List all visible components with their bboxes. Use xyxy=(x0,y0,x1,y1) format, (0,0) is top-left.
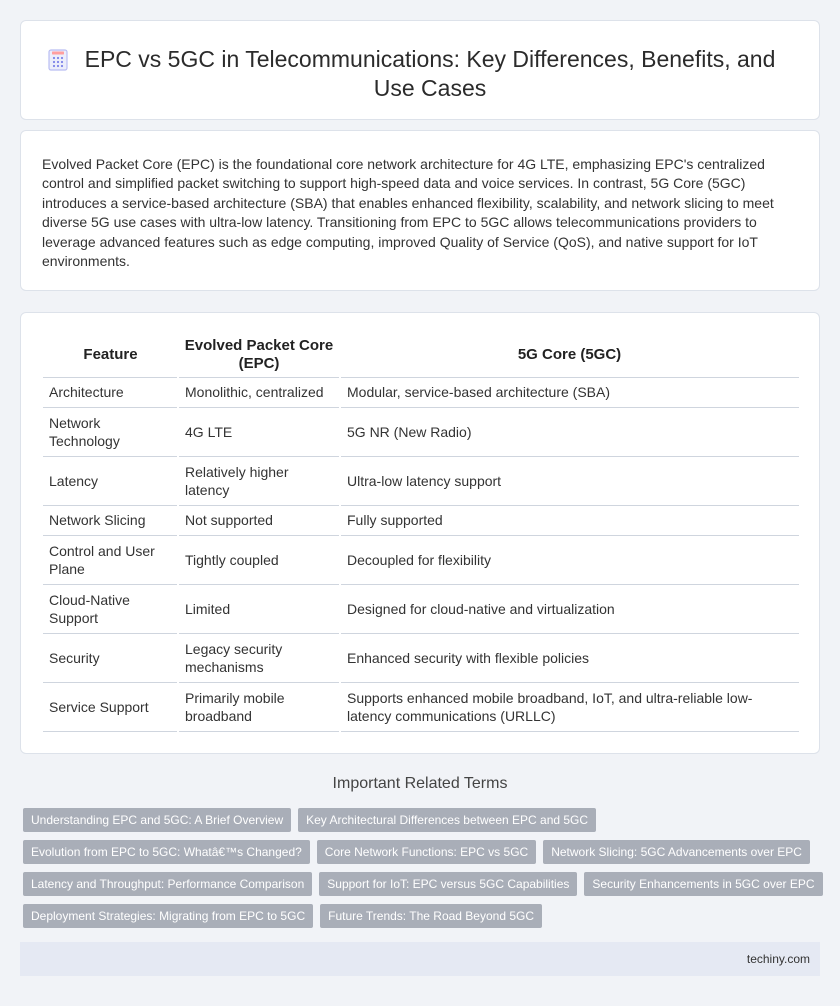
epc-cell: Not supported xyxy=(178,505,340,535)
header-feature: Feature xyxy=(43,333,178,377)
related-terms-heading: Important Related Terms xyxy=(332,775,508,792)
table-row xyxy=(43,633,799,682)
5gc-cell: Fully supported xyxy=(340,505,799,535)
feature-cell: Latency xyxy=(43,456,178,505)
epc-cell: Monolithic, centralized xyxy=(178,377,340,407)
5gc-cell: Enhanced security with flexible policies xyxy=(340,633,799,682)
table-row xyxy=(43,535,799,584)
5gc-cell: Ultra-low latency support xyxy=(340,456,799,505)
related-tags-row xyxy=(23,872,823,896)
table-row xyxy=(43,377,799,407)
related-tags-row xyxy=(23,904,542,928)
feature-cell: Architecture xyxy=(43,377,178,407)
5gc-cell: Modular, service-based architecture (SBA) xyxy=(340,377,799,407)
5gc-cell: 5G NR (New Radio) xyxy=(340,407,799,456)
feature-cell: Security xyxy=(43,633,178,682)
comparison-table-card xyxy=(20,312,820,754)
feature-cell: Network Technology xyxy=(43,407,178,456)
table-row xyxy=(43,682,799,731)
epc-cell: Legacy security mechanisms xyxy=(178,633,340,682)
feature-cell: Control and User Plane xyxy=(43,535,178,584)
table-row xyxy=(43,456,799,505)
epc-cell: Relatively higher latency xyxy=(178,456,340,505)
epc-cell: Tightly coupled xyxy=(178,535,340,584)
related-tag[interactable]: Network Slicing: 5GC Advancements over EPC xyxy=(543,840,810,864)
table-row xyxy=(43,407,799,456)
feature-cell: Network Slicing xyxy=(43,505,178,535)
related-tag[interactable]: Latency and Throughput: Performance Comparison xyxy=(23,872,312,896)
related-tag[interactable]: Key Architectural Differences between EPC and 5GC xyxy=(298,808,596,832)
page-title: EPC vs 5GC in Telecommunications: Key Differences, Benefits, and Use Cases xyxy=(84,46,776,101)
comparison-table xyxy=(43,333,799,732)
related-tag[interactable]: Evolution from EPC to 5GC: Whatâ€™s Changed? xyxy=(23,840,310,864)
table-row xyxy=(43,505,799,535)
intro-card xyxy=(20,130,820,291)
related-tag[interactable]: Future Trends: The Road Beyond 5GC xyxy=(320,904,542,928)
5gc-cell: Designed for cloud-native and virtualization xyxy=(340,584,799,633)
footer-brand: techiny.com xyxy=(746,952,810,966)
epc-cell: Primarily mobile broadband xyxy=(178,682,340,731)
epc-cell: Limited xyxy=(178,584,340,633)
feature-cell: Cloud-Native Support xyxy=(43,584,178,633)
related-tag[interactable]: Security Enhancements in 5GC over EPC xyxy=(584,872,822,896)
related-tag[interactable]: Support for IoT: EPC versus 5GC Capabilities xyxy=(319,872,577,896)
related-tag[interactable]: Core Network Functions: EPC vs 5GC xyxy=(317,840,536,864)
header-epc: Evolved Packet Core (EPC) xyxy=(178,333,340,377)
title-card xyxy=(20,20,820,120)
table-row xyxy=(43,584,799,633)
related-tags-row xyxy=(23,840,810,864)
epc-cell: 4G LTE xyxy=(178,407,340,456)
related-tags-row xyxy=(23,808,596,832)
table-header-row xyxy=(43,333,799,377)
related-tag[interactable]: Deployment Strategies: Migrating from EPC to 5GC xyxy=(23,904,313,928)
footer xyxy=(20,942,820,976)
5gc-cell: Decoupled for flexibility xyxy=(340,535,799,584)
related-tag[interactable]: Understanding EPC and 5GC: A Brief Overview xyxy=(23,808,291,832)
feature-cell: Service Support xyxy=(43,682,178,731)
header-5gc: 5G Core (5GC) xyxy=(340,333,799,377)
intro-paragraph: Evolved Packet Core (EPC) is the foundational core network architecture for 4G LTE, emphasizing EPC's centralized control and simplified packet switching to support high-speed data and voice services. In contrast, 5G Core (5GC) introduces a service-based architecture (SBA) that enables enhanced flexibility, scalability, and network slicing to meet diverse 5G use cases with ultra-low latency. Transitioning from EPC to 5GC allows telecommunications providers to leverage advanced features such as edge computing, improved Quality of Service (QoS), and native support for IoT environments. xyxy=(42,156,774,270)
5gc-cell: Supports enhanced mobile broadband, IoT, and ultra-reliable low-latency communications (URLLC) xyxy=(340,682,799,731)
